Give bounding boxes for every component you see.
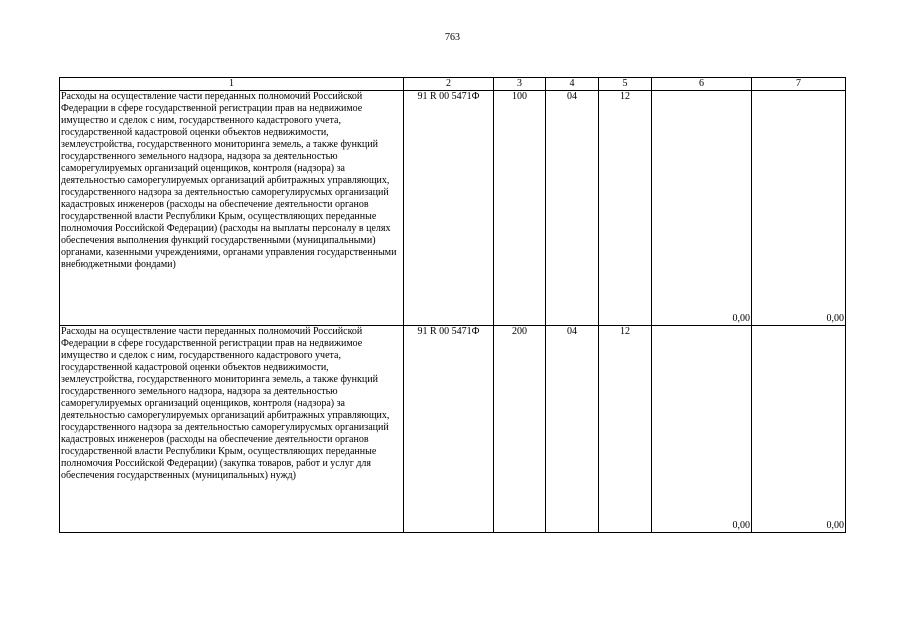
row-pr: 12 <box>599 326 652 533</box>
row-description: Расходы на осуществление части переданных полномочий Российской Федерации в сфере государственной регистрации прав на недвижимое имущество и сделок с ним, государственного кадастрового учета, государственной кадастровой оценки объектов недвижимости, землеустройства, государственного мониторинга земель, а также функций государственного земельного надзора, надзора за деятельностью саморегулируемых организаций оценщиков, контроля (надзора) за деятельностью саморегулируемых организаций арбитражных управляющих, государственного надзора за деятельностью саморегулирусмых организаций кадастровых инженеров (расходы на обеспечение деятельности органов государственной власти Республики Крым, осуществляющих переданные полномочия Российской Федерации) (расходы на выплаты персоналу в целях обеспечения выполнения функций государственными (муниципальными) органами, казенными учреждениями, органами управления государственными внебюджетными фондами) <box>60 91 404 326</box>
row-description: Расходы на осуществление части переданных полномочий Российской Федерации в сфере государственной регистрации прав на недвижимое имущество и сделок с ним, государственного кадастрового учета, государственной кадастровой оценки объектов недвижимости, землеустройства, государственного мониторинга земель, а также функций государственного земельного надзора, надзора за деятельностью саморегулируемых организаций оценщиков, контроля (надзора) за деятельностью саморегулируемых организаций арбитражных управляющих, государственного надзора за деятельностью саморегулирусмых организаций кадастровых инженеров (расходы на обеспечение деятельности органов государственной власти Республики Крым, осуществляющих переданные полномочия Российской Федерации) (закупка товаров, работ и услуг для обеспечения государственных (муниципальных) нужд) <box>60 326 404 533</box>
header-col-1: 1 <box>60 78 404 91</box>
header-col-5: 5 <box>599 78 652 91</box>
table-row <box>60 326 846 533</box>
row-sum-6: 0,00 <box>652 326 752 533</box>
row-rz: 04 <box>546 91 599 326</box>
header-col-6: 6 <box>652 78 752 91</box>
row-vr: 100 <box>494 91 546 326</box>
header-col-7: 7 <box>752 78 846 91</box>
row-sum-7: 0,00 <box>752 326 846 533</box>
table-header-row <box>60 78 846 91</box>
row-sum-6: 0,00 <box>652 91 752 326</box>
header-col-2: 2 <box>404 78 494 91</box>
row-code: 91 R 00 5471Ф <box>404 326 494 533</box>
header-col-3: 3 <box>494 78 546 91</box>
row-sum-7: 0,00 <box>752 91 846 326</box>
header-col-4: 4 <box>546 78 599 91</box>
page-number: 763 <box>445 32 460 43</box>
row-vr: 200 <box>494 326 546 533</box>
table-row <box>60 91 846 326</box>
row-pr: 12 <box>599 91 652 326</box>
budget-table <box>59 77 846 533</box>
row-code: 91 R 00 5471Ф <box>404 91 494 326</box>
row-rz: 04 <box>546 326 599 533</box>
